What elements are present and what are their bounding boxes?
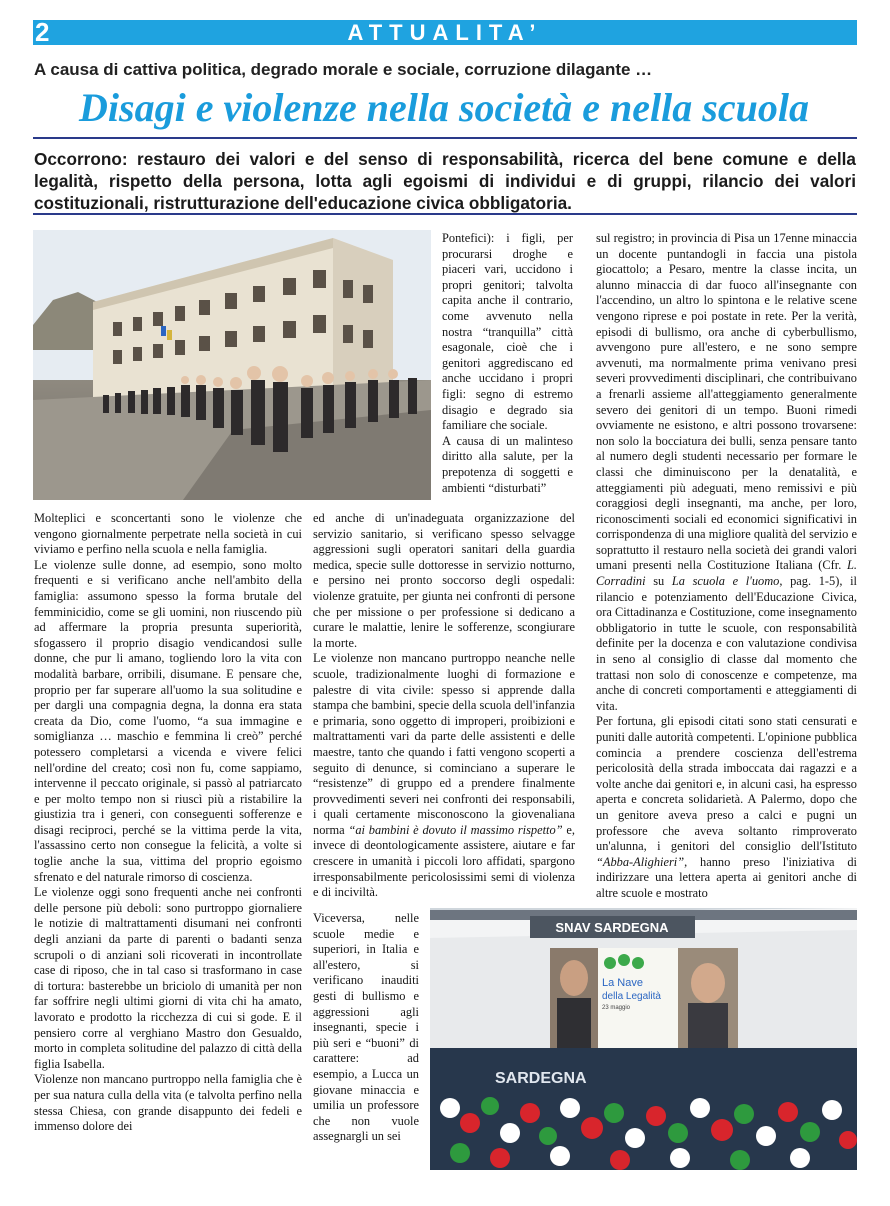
paragraph: ed anche di un'inadeguata organizzazione del servizio sanitario, si verificano spesso selvagge aggressioni sugli operatori sanitari della guardia medica, specie sulle dottoresse in servizio notturno, e persino nei pronto soccorso degli ospedali: violenze gratuite, per giunta nei confronti di persone che per missione o per professione si dedicano a curare le malattie, lenire le sofferenze, scongiurare la morte. (313, 511, 575, 650)
paragraph: Le violenze oggi sono frequenti anche nei confronti delle persone più deboli: sono purtroppo giornaliere le notizie di maltrattamenti disumani nei confronti degli anziani da parte di parenti o badanti senza scrupoli o di anziani soli ricoverati in incontrollate case di riposo, che in tal caso si trasformano in case di tortura: basterebbe un briciolo di umanità per non far soffrire negli ultimi giorni di vita chi ha amato, lavorato e prodotto la ricchezza di cui si gode. E il pensiero corre al verghiano Mastro don Gesualdo, morto in completa solitudine del palazzo di città della figlia Isabella. (34, 885, 302, 1071)
page-number: 2 (35, 17, 51, 47)
photo-ship-legality (430, 908, 857, 1170)
text-run: , pag. 1-5), il rilancio e potenziamento dell'Educazione Civica, ora Cittadinanza e Costituzione, come insegnamento obbligatorio in tutte le scuole, con responsabilità definite per la docenza e con valutazione condivisa in seno al consiglio di classe dal momento che trattasi non solo di conoscenze e competenze, ma anche di concreti comportamenti e atteggiamenti di vita. (596, 574, 857, 713)
rule-divider (33, 213, 857, 215)
photo-school-illustration (33, 230, 431, 500)
article-column-2-bottom (313, 911, 419, 1176)
text-run: e, invece di deontologicamente assistere, aiutare e far crescere in umanità i piccoli loro affidati, spargono irresponsabilmente pericolosissimi semi di violenza e di inciviltà. (313, 822, 575, 900)
paragraph: Molteplici e sconcertanti sono le violenze che vengono giornalmente perpetrate nella società in cui viviamo e perfino nella scuola e nella famiglia. (34, 511, 302, 557)
text-run: Le violenze non mancano purtroppo neanche nelle scuole, tradizionalmente luoghi di formazione e palestre di vita civile: spesso si apprende dalla stampa che bambini, specie della scuola dell'infanzia e primaria, sono oggetto di improperi, proibizioni e maltrattamenti vari da parte delle assistenti e delle maestre, tanto che quando i fatti vengono scoperti a seguito di denunce, si cominciano a superare le “resistenze” di gruppo ed a prendere finalmente provvedimenti severi nei confronti dei responsabili, i quali certamente misconoscono la giovenaliana norma (313, 651, 575, 837)
paragraph (313, 651, 575, 901)
paragraph: A causa di un malinteso diritto alla salute, per la prepotenza di soggetti e ambienti “disturbati” (442, 433, 573, 495)
work-title: La scuola e l'uomo (671, 574, 780, 589)
ship-name: SNAV SARDEGNA (555, 920, 669, 935)
quote: “ai bambini è dovuto il massimo rispetto” (348, 822, 563, 837)
article-column-2 (313, 511, 575, 911)
article-column-3 (596, 231, 857, 901)
section-title: ATTUALITA’ (347, 20, 543, 45)
text-run: sul registro; in provincia di Pisa un 17enne minaccia un docente puntandogli in faccia una pistola giocattolo; a Pesaro, mentre la classe incita, un alunno minaccia di dar fuoco all'insegnante con l'accendino, un altro lo spintona e le relative scene vengono riprese e poi postate in rete. Per la verità, episodi di bullismo, ora anche di cyberbullismo, avvengono pure all'estero, e ne sono sempre avvenuti, ma normalmente prima venivano presi severi provvedimenti disciplinari, che contribuivano a frenarli assieme all'atteggiamento generalmente severo dei genitori di un tempo. Buoni rimedi ovviamente ne esistono, e altri possono trovarsene: non solo la bocciatura dei bulli, senza pensare tanto al numero degli studenti necessario per formare le classi che diminuiscono per la denatalità, e atteggiamenti più adeguati, meno remissivi e più coraggiosi degli insegnanti, ma anche, per loro, riconoscimenti sociali ed economici significativi in corrispondenza di una migliore qualità del servizio e soprattutto il restauro nella società dei grandi valori umani presenti nella Costituzione Italiana (Cfr. (596, 231, 857, 573)
section-header-band (33, 17, 857, 47)
hull-text: SARDEGNA (495, 1070, 587, 1087)
photo-ship-illustration (430, 908, 857, 1170)
photo-school-human-chain (33, 230, 431, 500)
article-column-1 (34, 511, 302, 1176)
paragraph (596, 714, 857, 901)
rule-divider (33, 137, 857, 139)
paragraph (596, 231, 857, 714)
subheadline: Occorrono: restauro dei valori e del senso di responsabilità, ricerca del bene comune e della legalità, rispetto della persona, lotta agli egoismi di individui e di gruppi, rilancio dei valori costituzionali, ristrutturazione dell'educazione civica obbligatoria. (34, 149, 856, 213)
banner-date: 23 maggio (602, 1005, 631, 1011)
text-run: su (645, 574, 672, 589)
text-run: Per fortuna, gli episodi citati sono stati censurati e puniti dalle autorità competenti. L'opinione pubblica comincia a prendere coscienza dell'estrema pericolosità della strada imboccata dai ragazzi e a volte anche dai genitori e, in alcuni casi, ha espresso aperta e concreta solidarietà. A Palermo, dopo che un genitore aveva preso a calci e pugni un professore che aveva soltanto rimproverato un'alunna, i genitori del consiglio dell'Istituto (596, 714, 857, 854)
banner-title-line2: della Legalità (602, 991, 661, 1002)
banner-title-line1: La Nave (602, 977, 643, 989)
kicker: A causa di cattiva politica, degrado morale e sociale, corruzione dilagante … (34, 60, 653, 79)
text-run: , hanno preso l'iniziativa di indirizzare una lettera aperta ai genitori anche di altre scuole e mostrato (596, 854, 857, 900)
paragraph: Le violenze sulle donne, ad esempio, sono molto frequenti e si verificano anche nell'ambito della famiglia: assumono spesso la forma brutale del femminicidio, come se gli uomini, non riuscendo più ad affermare la propria presunta superiorità, sfogassero il proprio disagio vendicandosi sulle donne, che pur li amano, togliendo loro la vita con modalità barbare, orribili, disumane. E pensare che, proprio per far superare all'uomo la sua solitudine e per dargli una compagnia degna, la donna era stata creata da Dio, come l'uomo, “a sua immagine e somiglianza … maschio e femmina li creò” perché potessero completarsi a vicenda e vivere felici nell'ordine del creato; così non fu, come sappiamo, intervenne il peccato originale, si passò al patriarcato e per molto tempo non si riuscì più a ristabilire la giustizia tra i generi, con conseguenti sofferenze e disagi reciproci, perché se la vittima perde la vita, l'assassino certo non consegue la felicità, a volte si toglie anche la sua, vittima del proprio egoismo sfrenato e del naturale rimorso di coscienza. (34, 557, 302, 884)
paragraph: Violenze non mancano purtroppo nella famiglia che è per sua natura culla della vita (e talvolta perfino nella stessa Chiesa, con grande disappunto dei fedeli e immenso dolore dei (34, 1072, 302, 1134)
headline: Disagi e violenze nella società e nella scuola (79, 85, 809, 130)
author-name: L. Corradini (596, 558, 857, 589)
article-column-2-top (442, 231, 573, 509)
school-name: “Abba-Alighieri” (596, 854, 685, 869)
paragraph: Pontefici): i figli, per procurarsi droghe e piaceri vari, uccidono i propri genitori; talvolta capita anche il contrario, come avvenuto nella nostra “tranquilla” città esagonale, cioè che i genitori aggrediscano ed anche uccidano i propri figli: segno di estremo disagio e degrado sia familiare che sociale. (442, 231, 573, 433)
paragraph: Viceversa, nelle scuole medie e superiori, in Italia e all'estero, si verificano inauditi gesti di bullismo e aggressioni agli insegnanti, specie i più seri e “buoni” di carattere: ad esempio, a Lucca un giovane minaccia e umilia un professore che non vuole assegnargli un sei (313, 911, 419, 1144)
